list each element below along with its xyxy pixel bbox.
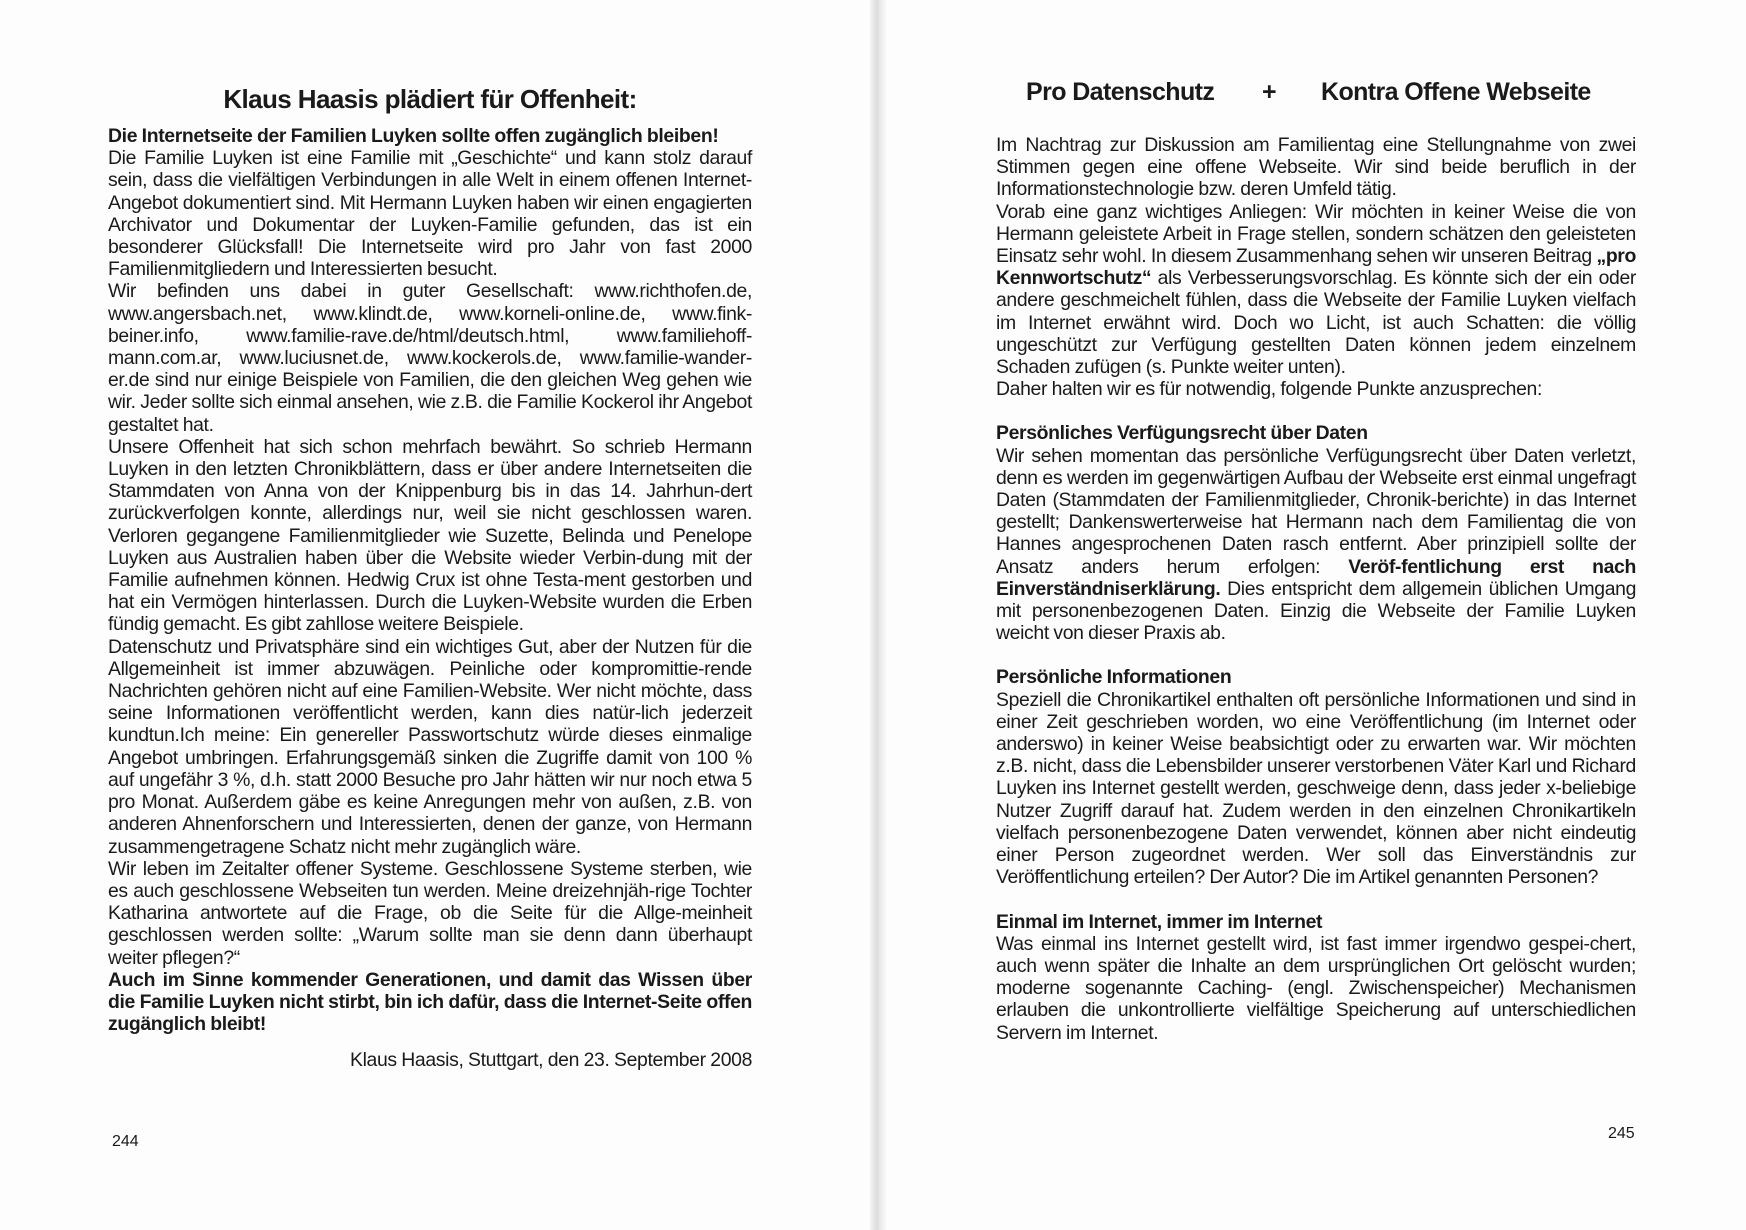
section-2-heading: Persönliche Informationen xyxy=(996,666,1232,689)
right-page-number: 245 xyxy=(1608,1125,1635,1142)
left-paragraph-5: Wir leben im Zeitalter offener Systeme. Geschlossene Systeme sterben, wie es auch geschlossene Webseiten tun werden. Meine dreizehnjäh-rige Tochter Katharina antwortete auf die Frage, ob die Seite für die Allge-meinheit geschlossen werden sollte: „Warum sollte man sie denn dann überhaupt weiter pflegen?“ xyxy=(108,857,752,969)
left-paragraph-3: Unsere Offenheit hat sich schon mehrfach bewährt. So schrieb Hermann Luyken in den letzten Chronikblättern, dass er über andere Internetseiten die Stammdaten von Anna von der Knippenburg bis in das 14. Jahrhun-dert zurückverfolgen konnte, allerdings nur, weil sie nicht geschlossen waren. Verloren gegangene Familienmitglieder wie Suzette, Belinda und Penelope Luyken aus Australien haben über die Website wieder Verbin-dung mit der Familie aufnehmen können. Hedwig Crux ist ohne Testa-ment gestorben und hat ein Vermögen hinterlassen. Durch die Luyken-Website wurden die Erben fündig gemacht. Es gibt zahllose weitere Beispiele. xyxy=(108,435,752,636)
section-1-bold: Veröf-fentlichung erst nach Einverständniserklärung. xyxy=(996,555,1636,600)
intro-2-bold: „pro Kennwortschutz“ xyxy=(996,245,1636,290)
left-page-number: 244 xyxy=(112,1133,139,1150)
left-page-body xyxy=(108,125,752,1072)
left-paragraph-1: Die Familie Luyken ist eine Familie mit „Geschichte“ und kann stolz darauf sein, dass die vielfältigen Verbindungen in alle Welt in einem offenen Internet-Angebot dokumentiert sind. Mit Hermann Luyken haben wir einen engagierten Archivator und Dokumentar der Luyken-Familie gefunden, das ist ein besonderer Glücksfall! Die Internetseite wird pro Jahr von fast 2000 Familienmitgliedern und Interessierten besucht. xyxy=(108,147,752,281)
section-3-heading: Einmal im Internet, immer im Internet xyxy=(996,910,1323,933)
left-paragraph-2: Wir befinden uns dabei in guter Gesellschaft: www.richthofen.de, www.angersbach.net, www.klindt.de, www.korneli-online.de, www.fink-beiner.info, www.familie-rave.de/html/deutsch.html, www.familiehoff-mann.com.ar, www.luciusnet.de, www.kockerols.de, www.familie-wander-er.de sind nur einige Beispiele von Familien, die den gleichen Weg gehen wie wir. Jeder sollte sich einmal ansehen, wie z.B. die Familie Kockerol ihr Angebot gestaltet hat. xyxy=(108,280,752,436)
left-page-title: Klaus Haasis plädiert für Offenheit: xyxy=(223,84,637,114)
section-1-text-b: Dies entspricht dem allgemein üblichen Umgang mit personenbezogenen Daten. Einzig die Webseite der Familie Luyken weicht von dieser Praxis ab. xyxy=(996,577,1636,645)
right-intro-2 xyxy=(996,201,1636,379)
intro-2-text-a: Vorab eine ganz wichtiges Anliegen: Wir möchten in keiner Weise die von Hermann geleistete Arbeit in Frage stellen, sondern schätzen den geleisteten Einsatz sehr wohl. In diesem Zusammenhang sehen wir unseren Beitrag xyxy=(996,200,1636,268)
left-paragraph-4: Datenschutz und Privatsphäre sind ein wichtiges Gut, aber der Nutzen für die Allgemeinheit ist immer abzuwägen. Peinliche oder kompromittie-rende Nachrichten gehören nicht auf eine Familien-Website. Wer nicht möchte, dass seine Informationen veröffentlicht werden, kann dies natür-lich jederzeit kundtun.Ich meine: Ein genereller Passwortschutz würde dieses einmalige Angebot umbringen. Erfahrungsgemäß sinken die Zugriffe damit von 100 % auf ungefähr 3 %, d.h. statt 2000 Besuche pro Jahr hätten wir nur noch etwa 5 pro Monat. Außerdem gäbe es keine Anregungen mehr von außen, z.B. von anderen Ahnenforschern und Interessierten, denen der ganze, von Hermann zusammengetragene Schatz nicht mehr zugänglich wäre. xyxy=(108,635,752,858)
left-lead: Die Internetseite der Familien Luyken sollte offen zugänglich bleiben! xyxy=(108,125,719,147)
right-intro-1: Im Nachtrag zur Diskussion am Familientag eine Stellungnahme von zwei Stimmen gegen eine offene Webseite. Wir sind beide beruflich in der Informationstechnologie bzw. deren Umfeld tätig. xyxy=(996,134,1636,201)
section-1-heading: Persönliches Verfügungsrecht über Daten xyxy=(996,422,1368,445)
title-kontra-webseite: Kontra Offene Webseite xyxy=(1321,78,1591,106)
section-2-text: Speziell die Chronikartikel enthalten oft persönliche Informationen und sind in einer Zeit geschrieben worden, wo eine Veröffentlichung (im Internet oder anderswo) in keiner Weise beabsichtigt oder zu erwarten war. Wir möchten z.B. nicht, dass die Lebensbilder unserer verstorbenen Väter Karl und Richard Luyken ins Internet gestellt werden, geschweige denn, dass jeder x-beliebige Nutzer Zugriff darauf hat. Zudem werden in den einzelnen Chronikartikeln vielfach personenbezogene Daten verwendet, können aber nicht eindeutig einer Person zugeordnet werden. Wer soll das Einverständnis zur Veröffentlichung erteilen? Der Autor? Die im Artikel genannten Personen? xyxy=(996,688,1636,889)
section-3-text: Was einmal ins Internet gestellt wird, ist fast immer irgendwo gespei-chert, auch wenn später die Inhalte an dem ursprünglichen Ort gelöscht wurden; moderne sogenannte Caching- (engl. Zwischenspeicher) Mechanismen erlauben die unkontrollierte vielfältige Speicherung auf unterschiedlichen Servern im Internet. xyxy=(996,932,1636,1044)
title-pro-datenschutz: Pro Datenschutz xyxy=(1026,78,1215,106)
section-1-text-a: Wir sehen momentan das persönliche Verfügungsrecht über Daten verletzt, denn es werden im gegenwärtigen Aufbau der Webseite erst einmal ungefragt Daten (Stammdaten der Familienmitglieder, Chronik-berichte) in das Internet gestellt; Dankenswerterweise hat Hermann nach dem Familientag die von Hannes angesprochenen Daten rasch entfernt. Aber prinzipiell sollte der Ansatz anders herum erfolgen: xyxy=(996,444,1636,578)
right-page xyxy=(886,0,1746,1230)
left-closing-statement: Auch im Sinne kommender Generationen, und damit das Wissen über die Familie Luyken nicht stirbt, bin ich dafür, dass die Internet-Seite offen zugänglich bleibt! xyxy=(108,968,752,1036)
title-plus: + xyxy=(1262,78,1276,106)
book-gutter xyxy=(870,0,886,1230)
right-page-body xyxy=(996,134,1636,1044)
section-1-text xyxy=(996,445,1636,645)
left-signature: Klaus Haasis, Stuttgart, den 23. September 2008 xyxy=(349,1049,752,1072)
right-intro-3: Daher halten wir es für notwendig, folgende Punkte anzusprechen: xyxy=(996,378,1542,401)
left-page xyxy=(0,0,870,1230)
intro-2-text-b: als Verbesserungsvorschlag. Es könnte sich der ein oder andere geschmeichelt fühlen, dass die Webseite der Familie Luyken vielfach im Internet erwähnt wird. Doch wo Licht, ist auch Schatten: die völlig ungeschützt zur Verfügung gestellten Daten können jedem einzelnem Schaden zufügen (s. Punkte weiter unten). xyxy=(996,267,1636,379)
